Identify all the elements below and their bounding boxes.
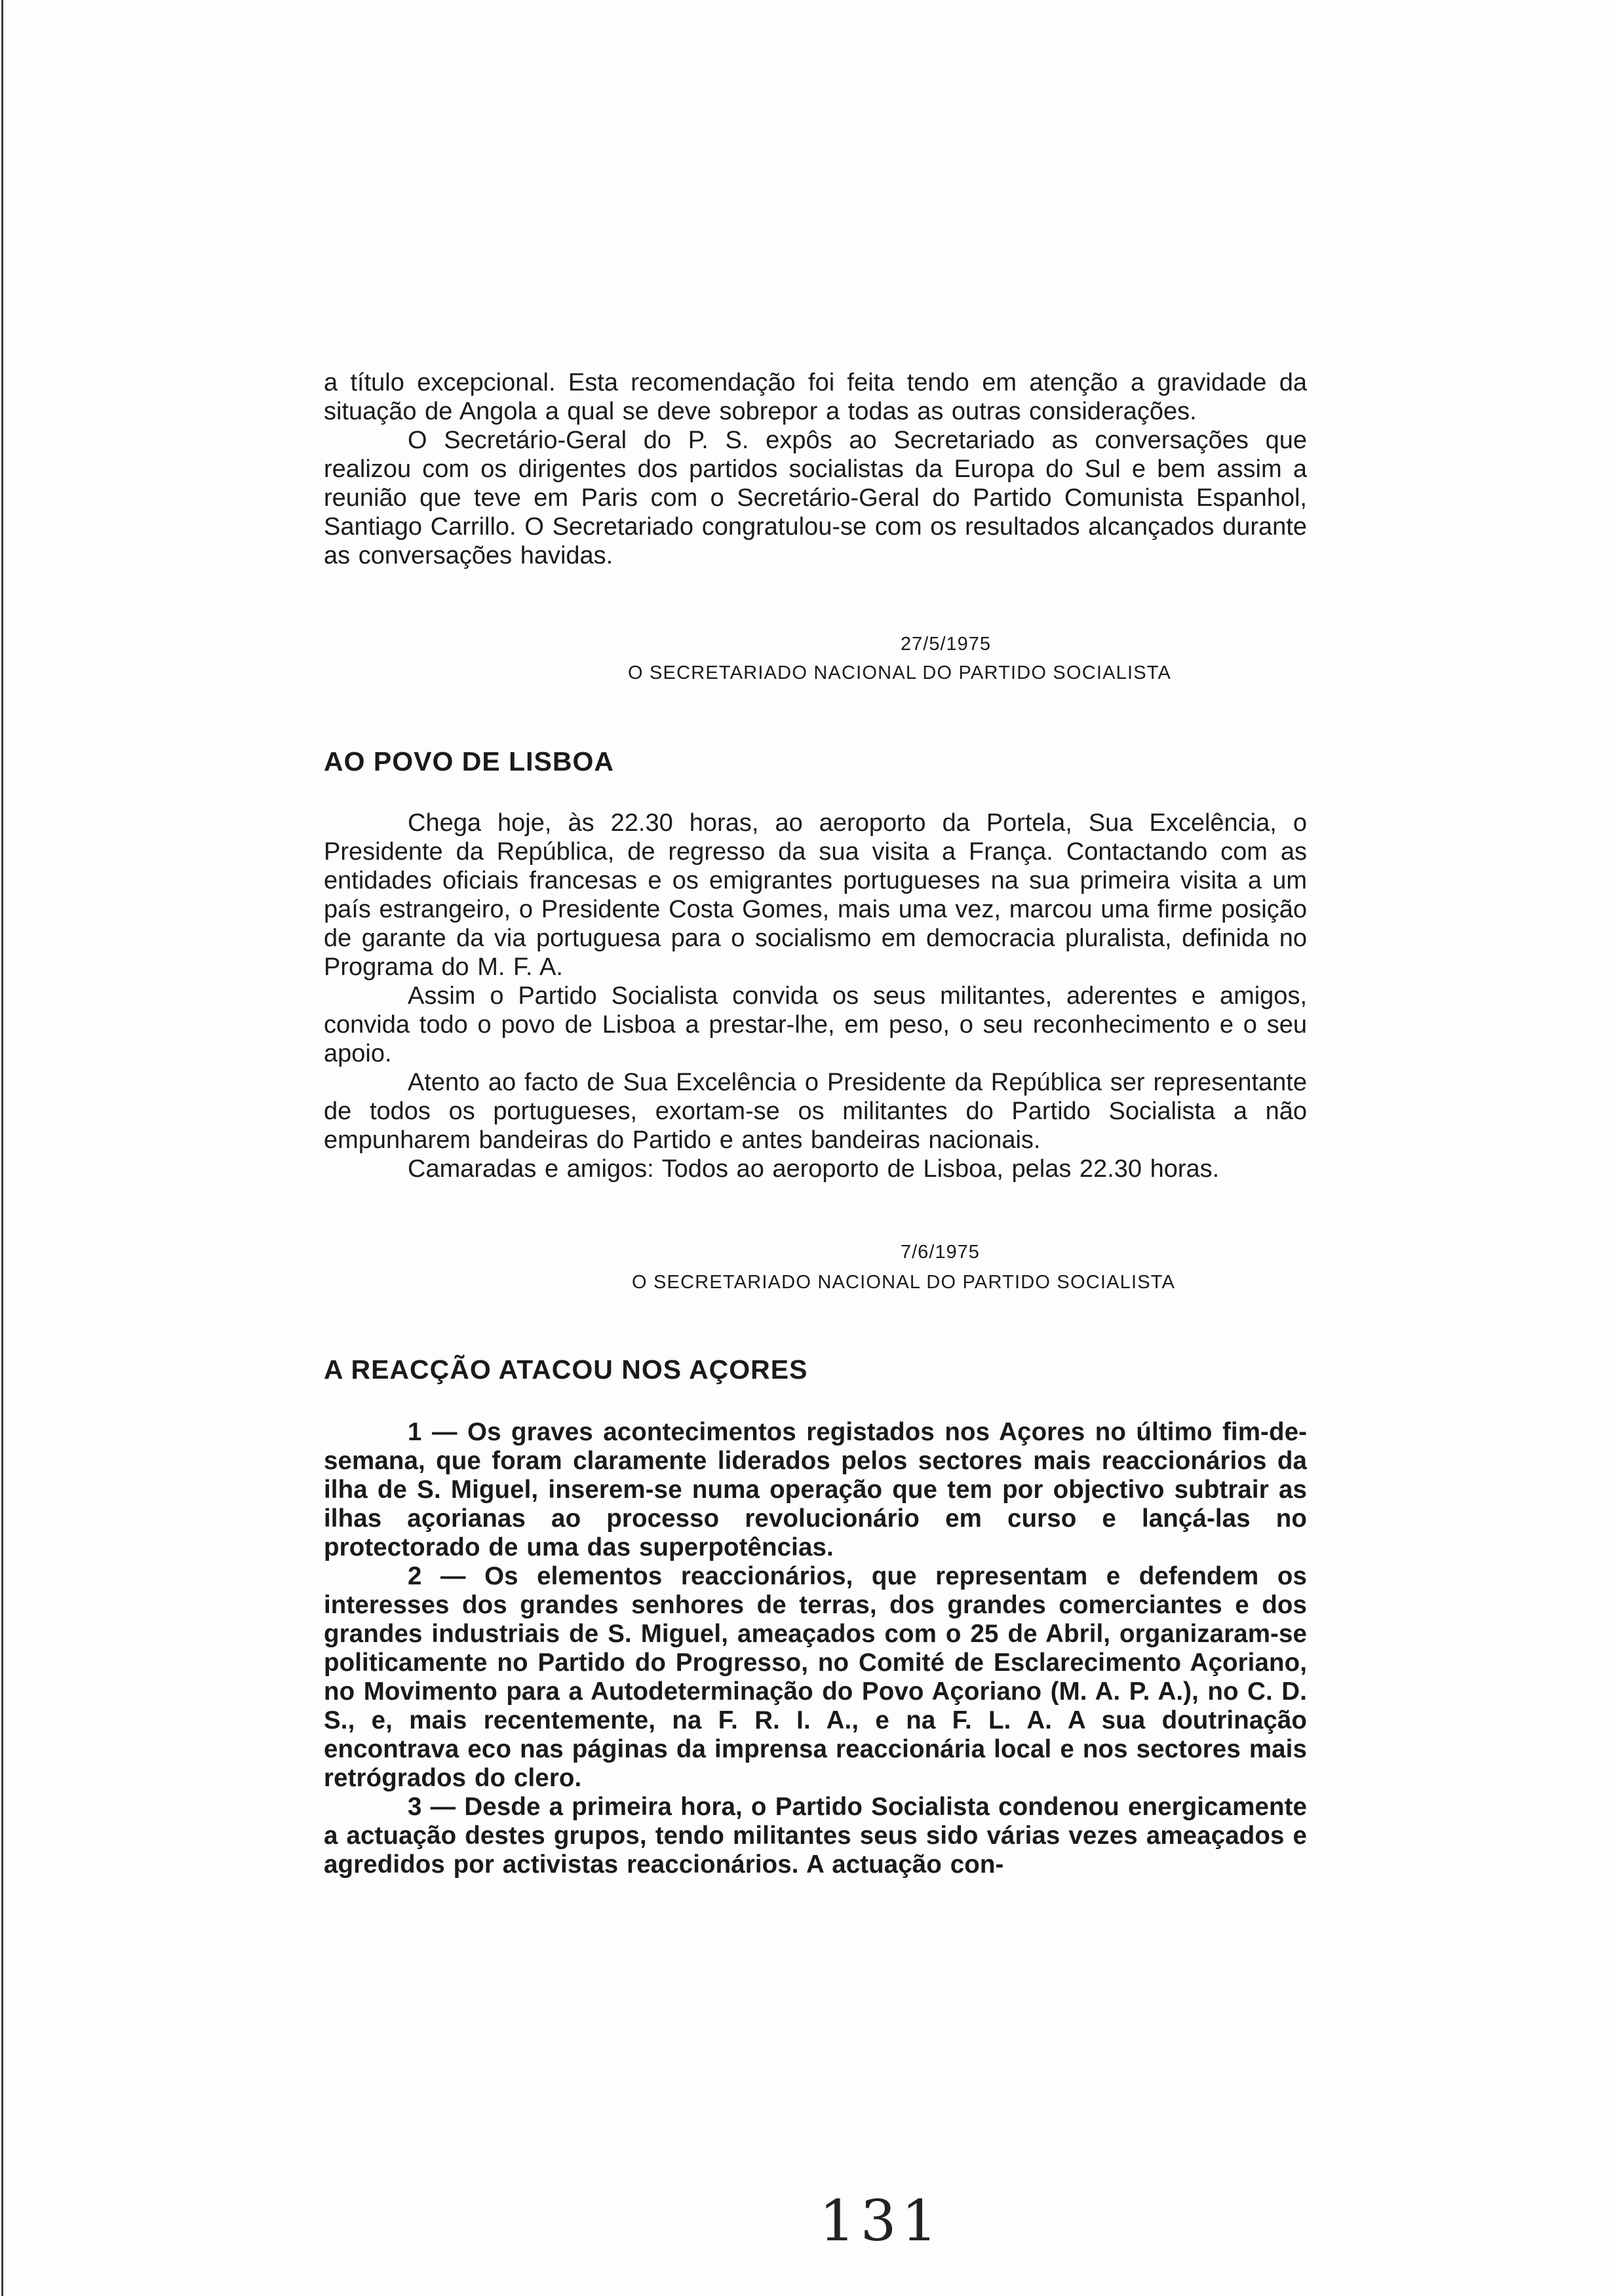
page-number: 131 [819, 2189, 943, 2254]
scan-edge-rule [1, 0, 3, 2296]
section-2-text [324, 809, 1307, 1183]
paragraph: Camaradas e amigos: Todos ao aeroporto de Lisboa, pelas 22.30 horas. [408, 1155, 1220, 1183]
paragraph: Atento ao facto de Sua Excelência o Presidente da República ser representante de todos os portugueses, exortam-se os militantes do Partido Socialista a não empunharem bandeiras do Partido e antes bandeiras nacionais. [324, 1069, 1307, 1154]
paragraph: O Secretário-Geral do P. S. expôs ao Secretariado as conversações que realizou com os dirigentes dos partidos socialistas da Europa do Sul e bem assim a reunião que teve em Paris com o Secretário-Geral do Partido Comunista Espanhol, Santiago Carrillo. O Secretariado congratulou-se com os resultados alcançados durante as conversações havidas. [324, 427, 1307, 569]
block-1-text [324, 368, 1307, 570]
date-line: 27/5/1975 [901, 634, 992, 655]
paragraph: 2 — Os elementos reaccionários, que representam e defendem os interesses dos grandes senhores de terras, dos grandes comerciantes e dos grandes industriais de S. Miguel, ameaçados com o 25 de Abril, organizaram-se politicamente no Partido do Progresso, no Comité de Esclarecimento Açoriano, no Movimento para a Autodeterminação do Povo Açoriano (M. A. P. A.), no C. D. S., e, mais recentemente, na F. R. I. A., e na F. L. A. A sua doutrinação encontrava eco nas páginas da imprensa reaccionária local e nos sectores mais retrógrados do clero. [324, 1562, 1307, 1792]
paragraph: a título excepcional. Esta recomendação foi feita tendo em atenção a gravidade da situação de Angola a qual se deve sobrepor a todas as outras considerações. [324, 369, 1307, 425]
section-heading: A REACÇÃO ATACOU NOS AÇORES [324, 1354, 808, 1385]
paragraph: Chega hoje, às 22.30 horas, ao aeroporto da Portela, Sua Excelência, o Presidente da República, de regresso da sua visita a França. Contactando com as entidades oficiais francesas e os emigrantes portugueses na sua primeira visita a um país estrangeiro, o Presidente Costa Gomes, mais uma vez, marcou uma firme posição de garante da via portuguesa para o socialismo em democracia pluralista, definida no Programa do M. F. A. [324, 809, 1307, 981]
signature-line: O SECRETARIADO NACIONAL DO PARTIDO SOCIALISTA [632, 1272, 1176, 1293]
date-line: 7/6/1975 [901, 1242, 980, 1263]
paragraph: Assim o Partido Socialista convida os seus militantes, aderentes e amigos, convida todo o povo de Lisboa a prestar-lhe, em peso, o seu reconhecimento e o seu apoio. [324, 982, 1307, 1067]
paragraph: 3 — Desde a primeira hora, o Partido Socialista condenou energicamente a actuação destes grupos, tendo militantes seus sido várias vezes ameaçados e agredidos por activistas reaccionários. A actuação con- [324, 1793, 1307, 1879]
signature-line: O SECRETARIADO NACIONAL DO PARTIDO SOCIALISTA [628, 662, 1172, 683]
section-3-text [324, 1418, 1307, 1879]
paragraph: 1 — Os graves acontecimentos registados nos Açores no último fim-de-semana, que foram claramente liderados pelos sectores mais reaccionários da ilha de S. Miguel, inserem-se numa operação que tem por objectivo subtrair as ilhas açorianas ao processo revolucionário em curso e lançá-las no protectorado de uma das superpotências. [324, 1418, 1307, 1561]
section-heading: AO POVO DE LISBOA [324, 746, 614, 776]
